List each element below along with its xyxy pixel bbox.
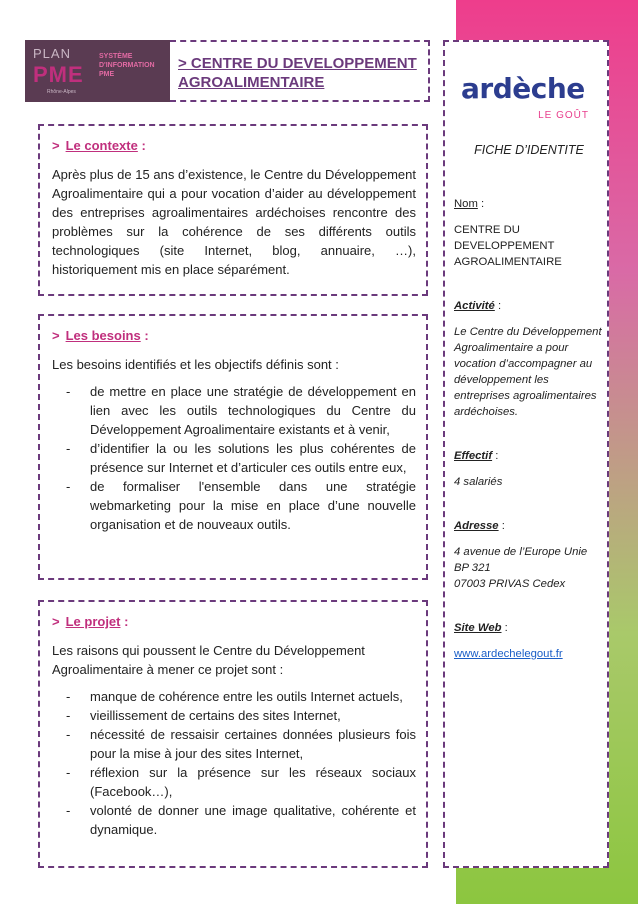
section-projet <box>38 600 428 868</box>
arrow-icon: > <box>52 614 60 629</box>
logo-system-line: D'INFORMATION <box>99 62 155 69</box>
page-title-line2: AGROALIMENTAIRE <box>178 74 325 91</box>
fiche-nom: Nom : CENTRE DU DEVELOPPEMENT AGROALIMENTAIRE <box>454 196 604 270</box>
besoins-title: Les besoins <box>65 328 141 343</box>
contexte-title: Le contexte <box>65 138 138 153</box>
site-value-wrap <box>454 646 604 662</box>
site-label: Site Web <box>454 622 502 634</box>
logo-plan-text: PLAN <box>33 46 71 61</box>
besoins-heading: > Les besoins : <box>52 328 149 343</box>
section-besoins <box>38 314 428 580</box>
list-item: - réflexion sur la présence sur les réseaux sociaux (Facebook…), <box>66 765 416 799</box>
projet-title: Le projet <box>65 614 121 629</box>
logo-system-text <box>99 52 155 79</box>
list-item-text: réflexion sur la présence sur les réseaux sociaux (Facebook…), <box>90 765 416 799</box>
list-item: - volonté de donner une image qualitative, cohérente et dynamique. <box>66 803 416 837</box>
list-item-text: manque de cohérence entre les outils Internet actuels, <box>90 689 403 704</box>
brand-legout-text: LE GOÛT <box>538 110 589 121</box>
projet-heading: > Le projet : <box>52 614 129 629</box>
logo-system-line: PME <box>99 71 115 78</box>
arrow-icon: > <box>52 138 60 153</box>
arrow-icon: > <box>52 328 60 343</box>
fiche-site: Site Web : www.ardechelegout.fr <box>454 620 604 662</box>
logo-pme-text: PME <box>33 62 84 87</box>
adresse-line: 07003 PRIVAS Cedex <box>454 578 566 590</box>
list-item: - manque de cohérence entre les outils Internet actuels, <box>66 689 403 704</box>
effectif-value: 4 salariés <box>454 476 503 488</box>
projet-intro: Les raisons qui poussent le Centre du Développement Agroalimentaire à mener ce projet sont : <box>52 643 365 677</box>
contexte-heading: > Le contexte : <box>52 138 146 153</box>
nom-label: Nom <box>454 198 478 210</box>
list-item: - d’identifier la ou les solutions les plus cohérentes de présence sur Internet et d’articuler ces outils entre eux, <box>66 441 416 475</box>
besoins-list <box>52 382 416 534</box>
ardeche-le-gout-logo <box>461 72 591 132</box>
page-title-line1: > CENTRE DU DEVELOPPEMENT <box>178 55 417 72</box>
list-item-text: de mettre en place une stratégie de développement en lien avec les outils technologiques du Centre du Développement Agroalimentaire existants et à venir, <box>90 384 416 437</box>
fiche-title: FICHE D’IDENTITE <box>474 143 584 157</box>
adresse-line: BP 321 <box>454 562 491 574</box>
list-item: - de mettre en place une stratégie de développement en lien avec les outils technologiques du Centre du Développement Agroalimentaire existants et à venir, <box>66 384 416 437</box>
nom-value: CENTRE DU DEVELOPPEMENT AGROALIMENTAIRE <box>454 224 562 268</box>
projet-list <box>52 687 416 839</box>
list-item-text: vieillissement de certains des sites Internet, <box>90 708 341 723</box>
logo-tagline: Rhône-Alpes <box>47 89 76 95</box>
list-item: - nécessité de ressaisir certaines données plusieurs fois pour la mise à jour des sites Internet, <box>66 727 416 761</box>
adresse-value <box>454 544 604 592</box>
fiche-effectif: Effectif : 4 salariés <box>454 448 604 490</box>
site-web-link[interactable]: www.ardechelegout.fr <box>454 648 563 660</box>
list-item-text: d’identifier la ou les solutions les plus cohérentes de présence sur Internet et d’articuler ces outils entre eux, <box>90 441 416 475</box>
adresse-label: Adresse <box>454 520 499 532</box>
brand-ardeche-text: ardèche <box>461 72 585 105</box>
besoins-intro: Les besoins identifiés et les objectifs définis sont : <box>52 357 339 372</box>
adresse-line: 4 avenue de l’Europe Unie <box>454 546 588 558</box>
activite-value: Le Centre du Développement Agroalimentaire a pour vocation d’accompagner au développement les entreprises agroalimentaires ardéchoises. <box>454 326 602 418</box>
contexte-text: Après plus de 15 ans d’existence, le Centre du Développement Agroalimentaire qui a pour vocation d’aider au développement des entreprises agroalimentaires ardéchoises rencontre des problèmes sur la cohérence de ses différents outils technologiques (site Internet, blog, annuaire, …), historiquement mis en place séparément. <box>52 167 416 277</box>
fiche-body <box>454 142 604 690</box>
fiche-adresse: Adresse : 4 avenue de l’Europe Unie BP 321 07003 PRIVAS Cedex <box>454 518 604 592</box>
list-item: - vieillissement de certains des sites Internet, <box>66 708 341 723</box>
fiche-activite: Activité : Le Centre du Développement Agroalimentaire a pour vocation d’accompagner au développement les entreprises agroalimentaires ardéchoises. <box>454 298 604 420</box>
list-item: - de formaliser l'ensemble dans une stratégie webmarketing pour la mise en place d’une nouvelle organisation et de nouveaux outils. <box>66 479 416 532</box>
list-item-text: nécessité de ressaisir certaines données plusieurs fois pour la mise à jour des sites Internet, <box>90 727 416 761</box>
list-item-text: de formaliser l'ensemble dans une stratégie webmarketing pour la mise en place d’une nouvelle organisation et de nouveaux outils. <box>90 479 416 532</box>
effectif-label: Effectif <box>454 450 493 462</box>
list-item-text: volonté de donner une image qualitative, cohérente et dynamique. <box>90 803 416 837</box>
header-title-box <box>170 40 430 102</box>
fiche-identite-panel <box>443 40 609 868</box>
activite-label: Activité <box>454 300 495 312</box>
logo-system-line: SYSTÈME <box>99 53 133 60</box>
plan-pme-logo <box>25 40 170 102</box>
section-contexte <box>38 124 428 296</box>
